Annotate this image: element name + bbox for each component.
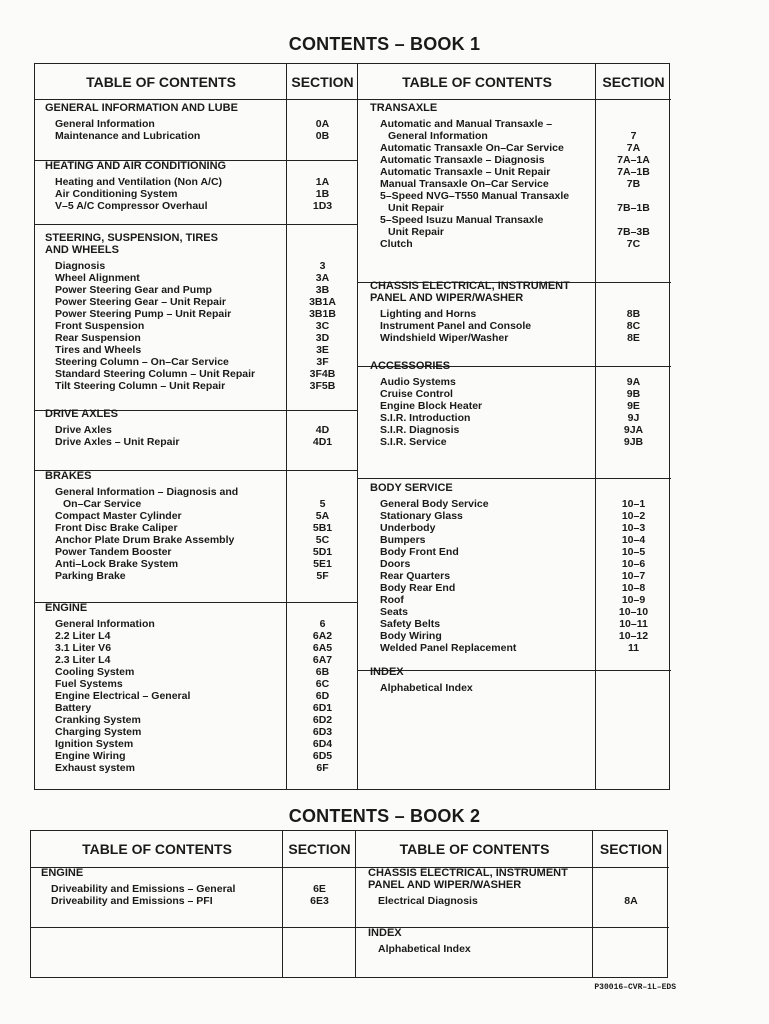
section-code[interactable]: 10–8	[621, 582, 646, 594]
section-code[interactable]: 5A	[315, 510, 330, 522]
section-code[interactable]: 8C	[626, 320, 641, 332]
toc-entry[interactable]: Doors	[380, 558, 411, 570]
section-code[interactable]: 10–3	[621, 522, 646, 534]
section-code[interactable]: 6	[319, 618, 326, 630]
toc-entry[interactable]: Driveability and Emissions – PFI	[51, 895, 213, 907]
section-code[interactable]: 10–12	[618, 630, 649, 642]
group-title: CHASSIS ELECTRICAL, INSTRUMENT	[370, 280, 570, 292]
header-table-of-contents-right: TABLE OF CONTENTS	[402, 73, 552, 90]
header-table-of-contents-left: TABLE OF CONTENTS	[82, 841, 232, 857]
section-code[interactable]: 7	[630, 130, 637, 142]
section-code[interactable]: 3C	[315, 320, 330, 332]
toc-entry[interactable]: Automatic Transaxle On–Car Service	[380, 142, 564, 154]
header-section-left: SECTION	[291, 73, 354, 90]
section-code[interactable]: 6D4	[312, 738, 333, 750]
section-code[interactable]: 3F	[316, 356, 329, 368]
toc-entry[interactable]: General Information	[55, 118, 155, 130]
toc-entry[interactable]: 2.3 Liter L4	[55, 654, 111, 666]
section-code[interactable]: 6C	[315, 678, 330, 690]
toc-entry[interactable]: Rear Suspension	[55, 332, 141, 344]
section-code[interactable]: 1B	[315, 188, 330, 200]
section-code[interactable]: 10–11	[619, 618, 648, 630]
toc-entry[interactable]: Cranking System	[55, 714, 141, 726]
section-code[interactable]: 6A2	[312, 630, 333, 642]
toc-entry[interactable]: Welded Panel Replacement	[380, 642, 517, 654]
group-divider	[358, 478, 671, 479]
section-code[interactable]: 9JA	[623, 424, 644, 436]
section-code[interactable]: 10–10	[618, 606, 649, 618]
toc-entry[interactable]: S.I.R. Diagnosis	[380, 424, 460, 436]
toc-entry[interactable]: Safety Belts	[380, 618, 441, 630]
toc-entry[interactable]: Engine Electrical – General	[55, 690, 191, 702]
group-title: CHASSIS ELECTRICAL, INSTRUMENT	[368, 867, 568, 879]
toc-entry[interactable]: Power Steering Pump – Unit Repair	[55, 308, 232, 320]
toc-entry[interactable]: Front Suspension	[55, 320, 145, 332]
section-code[interactable]: 3B1B	[309, 308, 336, 320]
toc-entry[interactable]: Diagnosis	[55, 260, 106, 272]
section-code[interactable]: 6D5	[312, 750, 333, 762]
toc-entry[interactable]: Tires and Wheels	[55, 344, 142, 356]
toc-entry[interactable]: Drive Axles	[55, 424, 112, 436]
header-divider	[31, 867, 669, 868]
section-code[interactable]: 7A–1B	[617, 166, 650, 178]
toc-entry[interactable]: Charging System	[55, 726, 142, 738]
book2-title: CONTENTS – BOOK 2	[288, 806, 481, 826]
group-divider	[358, 670, 671, 671]
section-code[interactable]: 4D	[315, 424, 330, 436]
section-code[interactable]: 8B	[626, 308, 641, 320]
group-title: BODY SERVICE	[370, 482, 453, 494]
section-code[interactable]: 6A5	[312, 642, 333, 654]
section-code[interactable]: 3B	[315, 284, 330, 296]
section-code[interactable]: 5C	[315, 534, 330, 546]
section-code[interactable]: 3A	[315, 272, 330, 284]
toc-entry[interactable]: Engine Block Heater	[380, 400, 483, 412]
group-divider	[35, 224, 358, 225]
toc-entry[interactable]: Clutch	[380, 238, 413, 250]
section-code[interactable]: 3E	[316, 344, 329, 356]
group-title: PANEL AND WIPER/WASHER	[370, 292, 524, 304]
toc-entry[interactable]: Underbody	[380, 522, 436, 534]
toc-entry[interactable]: Cooling System	[55, 666, 135, 678]
section-code[interactable]: 5D1	[312, 546, 333, 558]
section-code[interactable]: 6D1	[312, 702, 333, 714]
section-code[interactable]: 7A–1A	[617, 154, 650, 166]
toc-entry[interactable]: Front Disc Brake Caliper	[55, 522, 178, 534]
toc-entry[interactable]: Wheel Alignment	[55, 272, 140, 284]
section-code[interactable]: 7A	[626, 142, 641, 154]
toc-entry[interactable]: Body Front End	[380, 546, 459, 558]
section-code[interactable]: 3F5B	[309, 380, 336, 392]
section-code[interactable]: 9A	[626, 376, 641, 388]
toc-entry[interactable]: Anti–Lock Brake System	[55, 558, 179, 570]
toc-entry[interactable]: Unit Repair	[388, 226, 445, 238]
section-code[interactable]: 10–6	[621, 558, 646, 570]
toc-entry[interactable]: Instrument Panel and Console	[380, 320, 532, 332]
toc-entry[interactable]: Maintenance and Lubrication	[55, 130, 201, 142]
toc-entry[interactable]: On–Car Service	[63, 498, 142, 510]
section-code[interactable]: 1D3	[312, 200, 333, 212]
section-code[interactable]: 5B1	[312, 522, 333, 534]
toc-entry[interactable]: Exhaust system	[55, 762, 135, 774]
section-code[interactable]: 6E	[313, 883, 326, 895]
group-title: AND WHEELS	[45, 244, 119, 256]
section-code[interactable]: 9JB	[623, 436, 644, 448]
toc-entry[interactable]: General Information	[388, 130, 488, 142]
toc-entry[interactable]: Fuel Systems	[55, 678, 123, 690]
section-code[interactable]: 6D2	[312, 714, 333, 726]
toc-entry[interactable]: Standard Steering Column – Unit Repair	[55, 368, 256, 380]
section-code[interactable]: 10–1	[621, 498, 646, 510]
section-code[interactable]: 0A	[315, 118, 330, 130]
toc-entry[interactable]: Body Rear End	[380, 582, 456, 594]
toc-entry[interactable]: Air Conditioning System	[55, 188, 178, 200]
toc-entry[interactable]: 5–Speed NVG–T550 Manual Transaxle	[380, 190, 570, 202]
toc-entry[interactable]: Parking Brake	[55, 570, 126, 582]
section-code[interactable]: 9B	[626, 388, 641, 400]
group-title: HEATING AND AIR CONDITIONING	[45, 160, 227, 172]
header-section-right: SECTION	[602, 73, 665, 90]
toc-entry[interactable]: Electrical Diagnosis	[378, 895, 478, 907]
group-title: INDEX	[368, 927, 402, 939]
toc-entry[interactable]: Ignition System	[55, 738, 134, 750]
section-code[interactable]: 8E	[627, 332, 640, 344]
section-code[interactable]: 9J	[627, 412, 640, 424]
toc-entry[interactable]: Windshield Wiper/Washer	[380, 332, 509, 344]
section-code[interactable]: 6B	[315, 666, 330, 678]
group-title: ACCESSORIES	[370, 360, 451, 372]
toc-entry[interactable]: Audio Systems	[380, 376, 456, 388]
toc-entry[interactable]: Power Tandem Booster	[55, 546, 172, 558]
toc-entry[interactable]: General Information – Diagnosis and	[55, 486, 239, 498]
toc-entry[interactable]: Steering Column – On–Car Service	[55, 356, 229, 368]
section-code[interactable]: 3B1A	[309, 296, 336, 308]
section-code[interactable]: 6D3	[312, 726, 333, 738]
section-code[interactable]: 10–5	[621, 546, 646, 558]
toc-entry[interactable]: Unit Repair	[388, 202, 445, 214]
section-code[interactable]: 11	[627, 642, 640, 654]
section-code[interactable]: 6E3	[310, 895, 329, 907]
group-divider	[31, 927, 356, 928]
section-code[interactable]: 7B	[626, 178, 641, 190]
group-title: ENGINE	[45, 602, 88, 614]
toc-entry[interactable]: Drive Axles – Unit Repair	[55, 436, 180, 448]
toc-entry[interactable]: Tilt Steering Column – Unit Repair	[55, 380, 226, 392]
toc-entry[interactable]: 5–Speed Isuzu Manual Transaxle	[380, 214, 544, 226]
section-code[interactable]: 10–2	[621, 510, 646, 522]
book1-table	[34, 63, 670, 790]
section-code[interactable]: 7B–3B	[617, 226, 650, 238]
toc-entry[interactable]: Heating and Ventilation (Non A/C)	[55, 176, 223, 188]
toc-entry[interactable]: Rear Quarters	[380, 570, 451, 582]
section-code[interactable]: 7B–1B	[617, 202, 650, 214]
group-title: DRIVE AXLES	[45, 408, 118, 420]
book2-table	[30, 830, 668, 978]
toc-entry[interactable]: S.I.R. Introduction	[380, 412, 471, 424]
group-title: STEERING, SUSPENSION, TIRES	[45, 232, 218, 244]
toc-entry[interactable]: General Information	[55, 618, 155, 630]
toc-entry[interactable]: Driveability and Emissions – General	[51, 883, 236, 895]
toc-entry[interactable]: Body Wiring	[380, 630, 442, 642]
section-code[interactable]: 10–4	[621, 534, 646, 546]
toc-entry[interactable]: Alphabetical Index	[380, 682, 473, 694]
toc-entry[interactable]: Engine Wiring	[55, 750, 126, 762]
section-code[interactable]: 6A7	[312, 654, 333, 666]
toc-entry[interactable]: 2.2 Liter L4	[55, 630, 111, 642]
header-section-left: SECTION	[288, 841, 351, 857]
section-code[interactable]: 5E1	[313, 558, 332, 570]
section-code[interactable]: 1A	[315, 176, 330, 188]
toc-entry[interactable]: Power Steering Gear and Pump	[55, 284, 212, 296]
header-section-right: SECTION	[599, 841, 663, 857]
section-code[interactable]: 5F	[316, 570, 329, 582]
section-code[interactable]: 6D	[315, 690, 330, 702]
toc-entry[interactable]: V–5 A/C Compressor Overhaul	[55, 200, 208, 212]
toc-entry[interactable]: Battery	[55, 702, 92, 714]
toc-entry[interactable]: Lighting and Horns	[380, 308, 477, 320]
toc-entry[interactable]: 3.1 Liter V6	[55, 642, 112, 654]
group-title: TRANSAXLE	[370, 102, 438, 114]
header-table-of-contents-right: TABLE OF CONTENTS	[399, 841, 550, 857]
group-title: ENGINE	[41, 867, 84, 879]
group-title: PANEL AND WIPER/WASHER	[368, 879, 522, 891]
header-table-of-contents-left: TABLE OF CONTENTS	[86, 73, 236, 90]
toc-entry[interactable]: General Body Service	[380, 498, 489, 510]
toc-entry[interactable]: Manual Transaxle On–Car Service	[380, 178, 549, 190]
group-divider	[356, 927, 669, 928]
toc-entry[interactable]: Automatic and Manual Transaxle –	[380, 118, 553, 130]
group-title: INDEX	[370, 666, 404, 678]
toc-entry[interactable]: Bumpers	[380, 534, 426, 546]
header-divider	[35, 99, 671, 100]
toc-entry[interactable]: Seats	[380, 606, 409, 618]
toc-entry[interactable]: Automatic Transaxle – Diagnosis	[380, 154, 545, 166]
toc-entry[interactable]: Compact Master Cylinder	[55, 510, 182, 522]
toc-entry[interactable]: Anchor Plate Drum Brake Assembly	[55, 534, 235, 546]
toc-entry[interactable]: S.I.R. Service	[380, 436, 447, 448]
section-code[interactable]: 10–9	[621, 594, 646, 606]
section-code[interactable]: 10–7	[621, 570, 646, 582]
section-code[interactable]: 9E	[627, 400, 640, 412]
toc-entry[interactable]: Alphabetical Index	[378, 943, 471, 955]
footer-code: P30016–CVR–1L–EDS	[594, 983, 676, 992]
toc-entry[interactable]: Power Steering Gear – Unit Repair	[55, 296, 226, 308]
section-code[interactable]: 0B	[315, 130, 330, 142]
toc-entry[interactable]: Roof	[380, 594, 404, 606]
section-code[interactable]: 6F	[316, 762, 329, 774]
group-title: GENERAL INFORMATION AND LUBE	[45, 102, 238, 114]
toc-entry[interactable]: Stationary Glass	[380, 510, 463, 522]
section-code[interactable]: 8A	[624, 895, 638, 907]
section-code[interactable]: 7C	[626, 238, 641, 250]
section-code[interactable]: 5	[319, 498, 326, 510]
toc-entry[interactable]: Automatic Transaxle – Unit Repair	[380, 166, 551, 178]
section-code[interactable]: 3D	[315, 332, 330, 344]
book1-title: CONTENTS – BOOK 1	[288, 34, 481, 54]
section-code[interactable]: 3	[319, 260, 326, 272]
group-title: BRAKES	[45, 470, 92, 482]
section-code[interactable]: 3F4B	[309, 368, 336, 380]
section-code[interactable]: 4D1	[312, 436, 333, 448]
toc-entry[interactable]: Cruise Control	[380, 388, 453, 400]
